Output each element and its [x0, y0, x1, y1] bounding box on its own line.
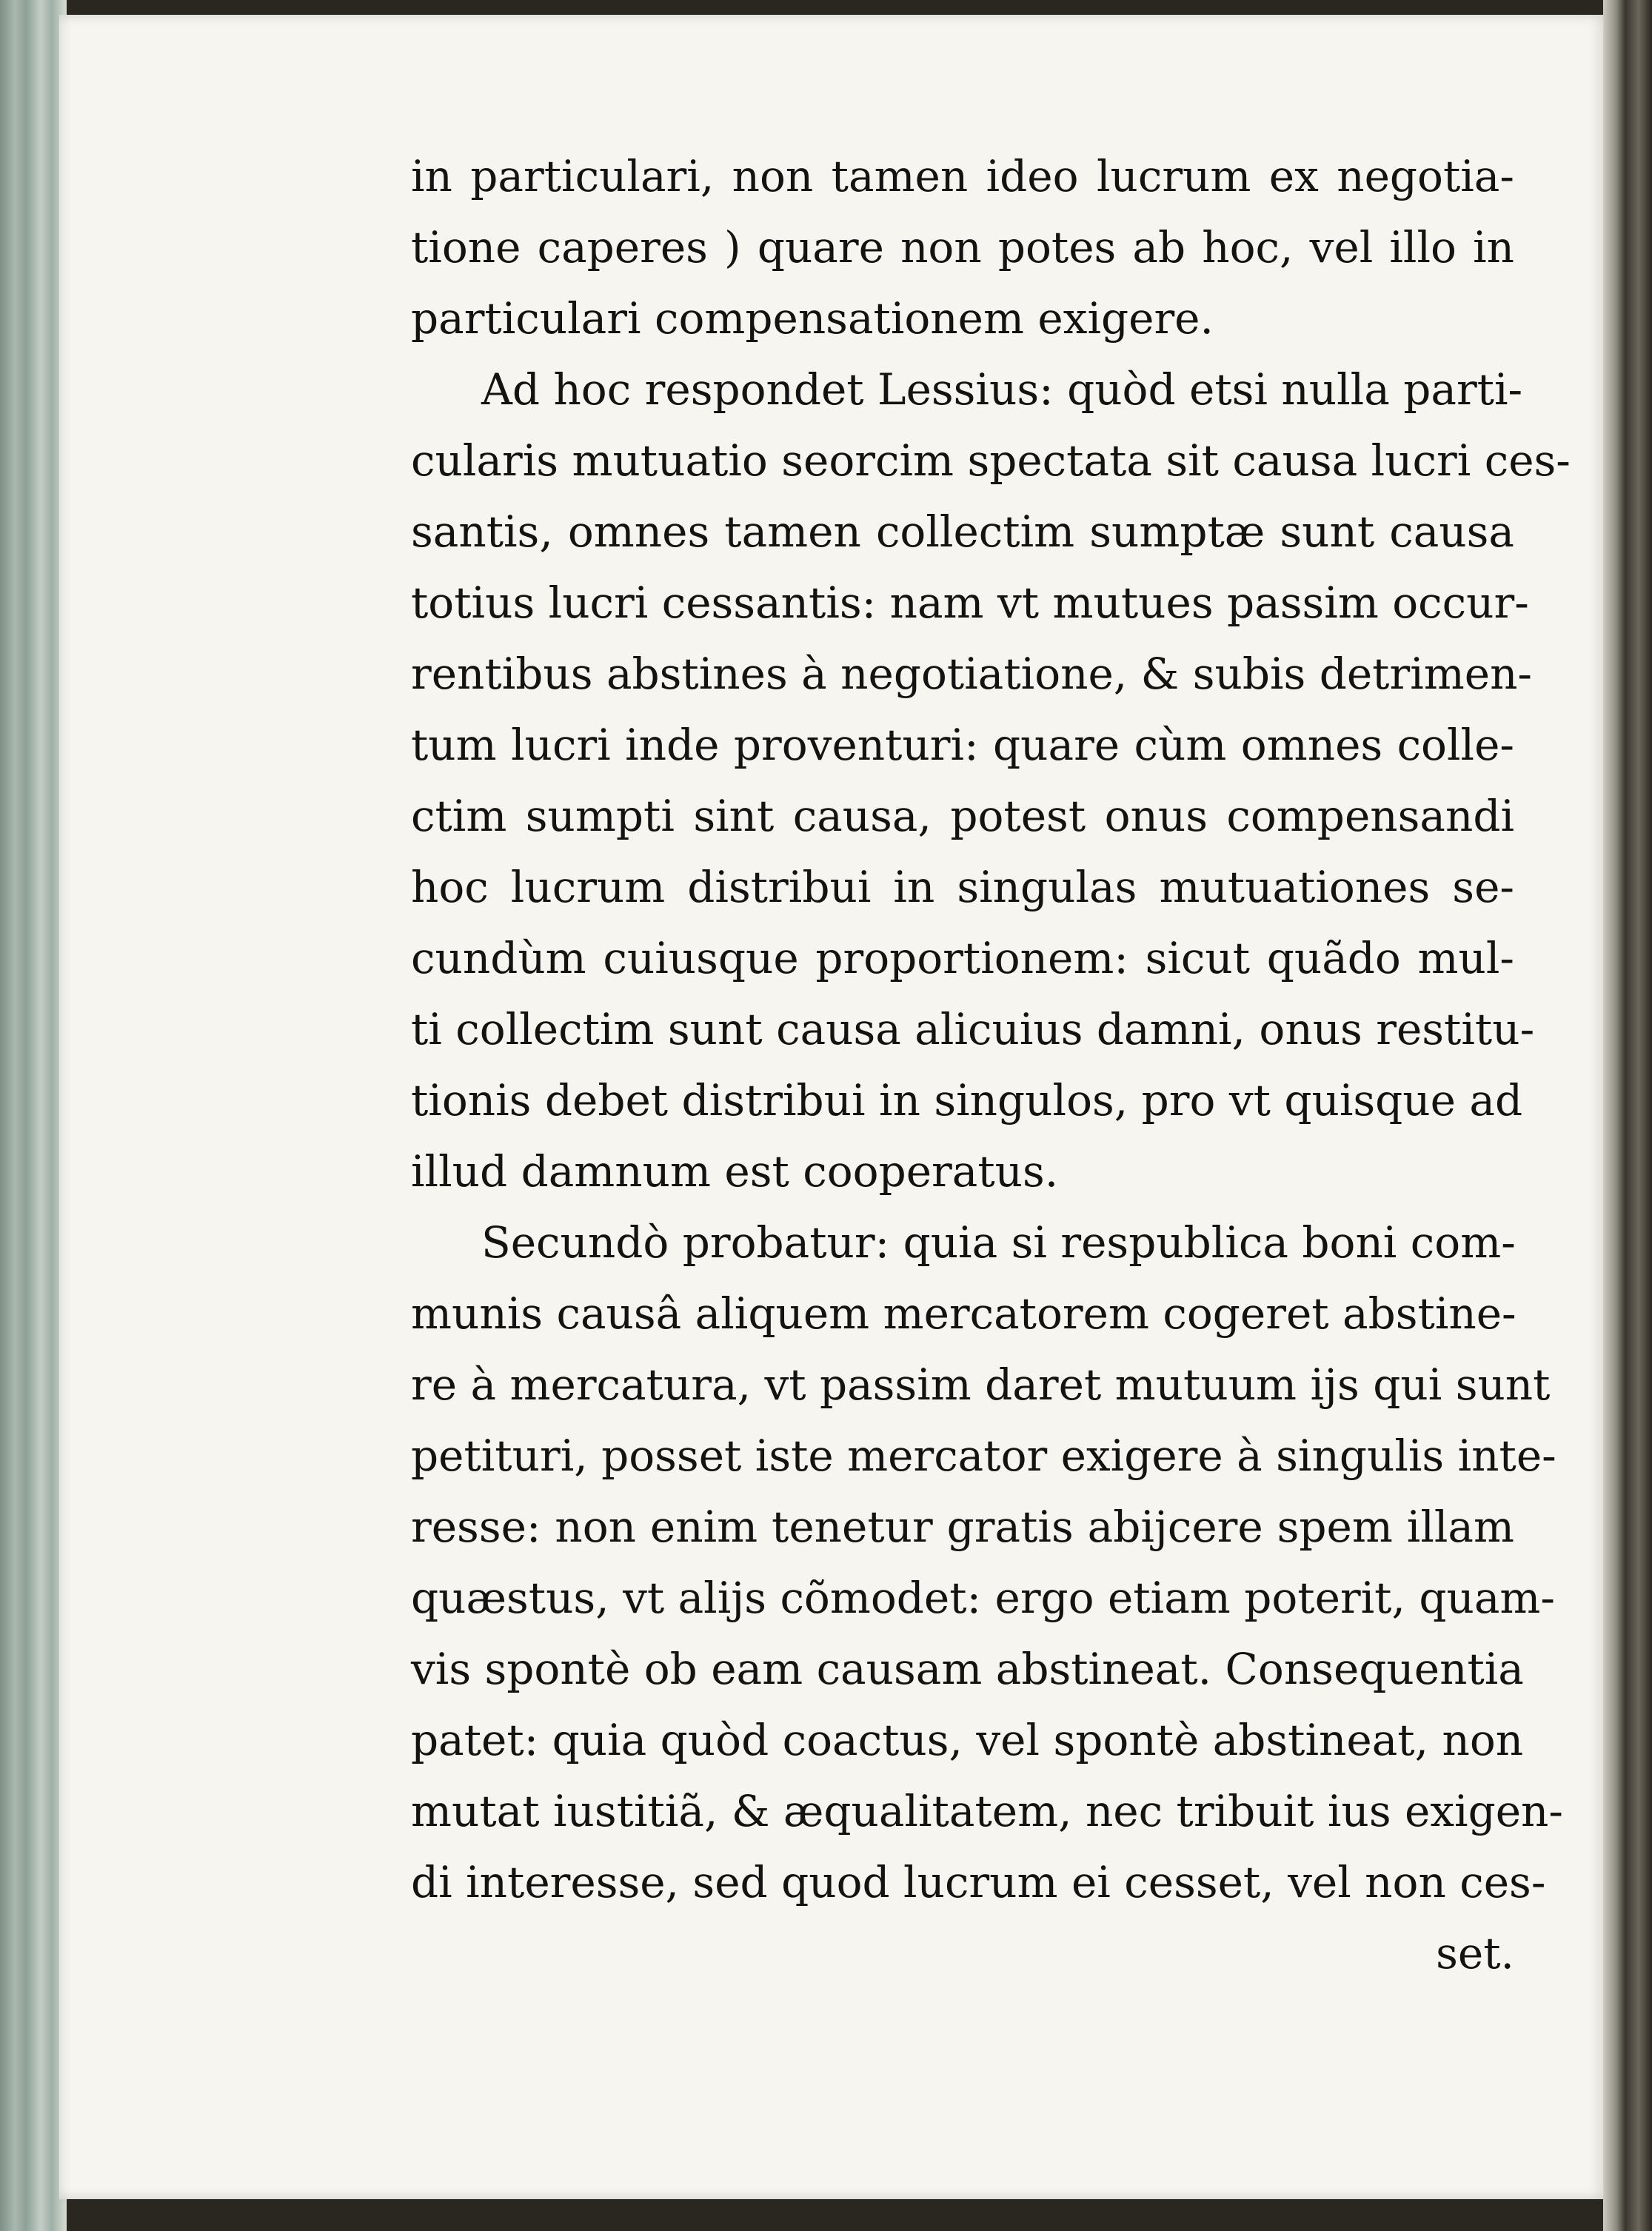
- book-spine-edge: [1603, 0, 1652, 2231]
- text-line: in particulari, non tamen ideo lucrum ex negotia-: [411, 151, 1514, 201]
- text-line: munis causâ aliquem mercatorem cogeret abstine-: [411, 1288, 1516, 1339]
- text-line: illud damnum est cooperatus.: [411, 1146, 1059, 1197]
- text-line: patet: quia quòd coactus, vel spontè abstineat, non: [411, 1715, 1524, 1765]
- text-line: petituri, posset iste mercator exigere à singulis inte-: [411, 1431, 1556, 1481]
- text-line: ctim sumpti sint causa, potest onus compensandi: [411, 791, 1514, 841]
- text-line: hoc lucrum distribui in singulas mutuationes se-: [411, 862, 1514, 912]
- paragraph-start-line: Ad hoc respondet Lessius: quòd etsi nulla parti-: [481, 364, 1523, 415]
- text-line: mutat iustitiã, & æqualitatem, nec tribuit ius exigen-: [411, 1786, 1564, 1836]
- text-line: vis spontè ob eam causam abstineat. Consequentia: [411, 1644, 1524, 1694]
- text-line: cundùm cuiusque proportionem: sicut quãdo mul-: [411, 933, 1514, 983]
- catchword: set.: [1436, 1928, 1514, 1979]
- text-line: particulari compensationem exigere.: [411, 293, 1214, 344]
- text-line: tum lucri inde proventuri: quare cùm omnes colle-: [411, 720, 1514, 770]
- text-line: quæstus, vt alijs cõmodet: ergo etiam poterit, quam-: [411, 1573, 1556, 1623]
- text-line: santis, omnes tamen collectim sumptæ sunt causa: [411, 506, 1514, 557]
- text-line: tionis debet distribui in singulos, pro vt quisque ad: [411, 1075, 1523, 1125]
- text-line: tione caperes ) quare non potes ab hoc, vel illo in: [411, 222, 1514, 272]
- text-line: rentibus abstines à negotiatione, & subis detrimen-: [411, 649, 1533, 699]
- page-stack-edge: [0, 0, 67, 2231]
- text-line: totius lucri cessantis: nam vt mutues passim occur-: [411, 578, 1529, 628]
- text-line: re à mercatura, vt passim daret mutuum ijs qui sunt: [411, 1359, 1551, 1410]
- page-text: [411, 141, 1571, 1989]
- text-line: resse: non enim tenetur gratis abijcere spem illam: [411, 1502, 1514, 1552]
- text-line: di interesse, sed quod lucrum ei cesset, vel non ces-: [411, 1857, 1546, 1907]
- text-line: cularis mutuatio seorcim spectata sit causa lucri ces-: [411, 435, 1571, 486]
- paragraph-start-line: Secundò probatur: quia si respublica boni com-: [481, 1217, 1516, 1268]
- text-line: ti collectim sunt causa alicuius damni, onus restitu-: [411, 1004, 1535, 1054]
